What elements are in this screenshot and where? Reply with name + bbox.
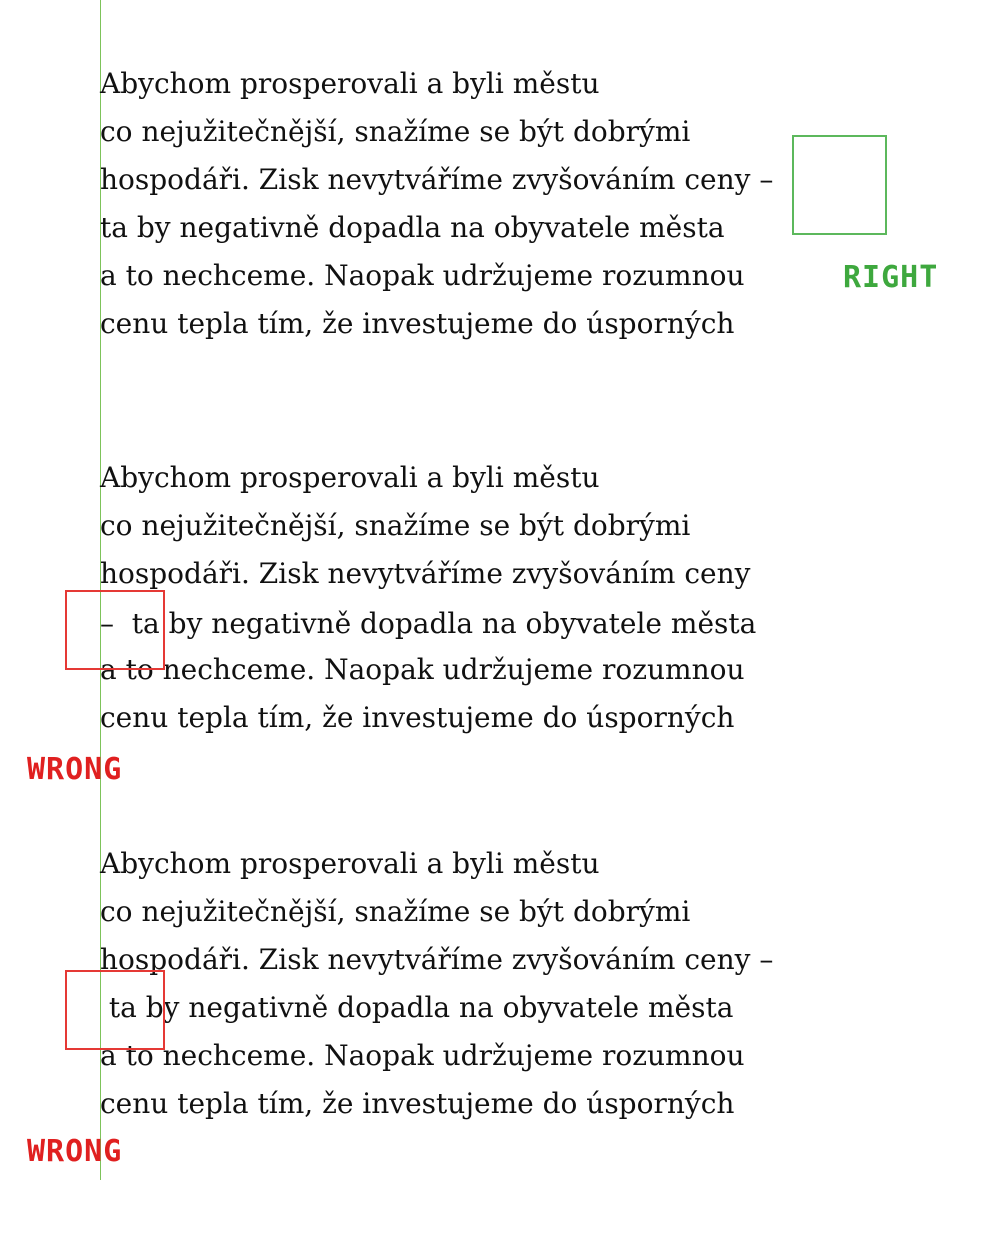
paragraph-line: cenu tepla tím, že investujeme do úsporných bbox=[100, 701, 735, 734]
verdict-label-wrong: WRONG bbox=[27, 1134, 123, 1169]
paragraph-line: co nejužitečnější, snažíme se být dobrými bbox=[100, 115, 691, 148]
paragraph-line: co nejužitečnější, snažíme se být dobrými bbox=[100, 509, 691, 542]
highlight-box-wrong bbox=[65, 590, 165, 670]
highlight-box-wrong bbox=[65, 970, 165, 1050]
paragraph-line: a to nechceme. Naopak udržujeme rozumnou bbox=[100, 1039, 745, 1072]
paragraph-line: hospodáři. Zisk nevytváříme zvyšováním ceny – bbox=[100, 943, 774, 976]
paragraph-line: ta by negativně dopadla na obyvatele města bbox=[100, 211, 725, 244]
paragraph-line: cenu tepla tím, že investujeme do úsporných bbox=[100, 1087, 735, 1120]
paragraph-line: – ta by negativně dopadla na obyvatele města bbox=[100, 607, 757, 640]
paragraph-line: hospodáři. Zisk nevytváříme zvyšováním ceny – bbox=[100, 163, 774, 196]
paragraph-line: ta by negativně dopadla na obyvatele města bbox=[100, 991, 734, 1024]
paragraph-line: Abychom prosperovali a byli městu bbox=[100, 847, 600, 880]
paragraph-line: Abychom prosperovali a byli městu bbox=[100, 461, 600, 494]
paragraph-line: a to nechceme. Naopak udržujeme rozumnou bbox=[100, 259, 745, 292]
paragraph-line: Abychom prosperovali a byli městu bbox=[100, 67, 600, 100]
verdict-label-wrong: WRONG bbox=[27, 752, 123, 787]
paragraph-line: cenu tepla tím, že investujeme do úsporných bbox=[100, 307, 735, 340]
paragraph-line: co nejužitečnější, snažíme se být dobrými bbox=[100, 895, 691, 928]
paragraph-line: hospodáři. Zisk nevytváříme zvyšováním ceny bbox=[100, 557, 751, 590]
highlight-box-right bbox=[792, 135, 887, 235]
paragraph-line: a to nechceme. Naopak udržujeme rozumnou bbox=[100, 653, 745, 686]
verdict-label-right: RIGHT bbox=[843, 260, 939, 295]
